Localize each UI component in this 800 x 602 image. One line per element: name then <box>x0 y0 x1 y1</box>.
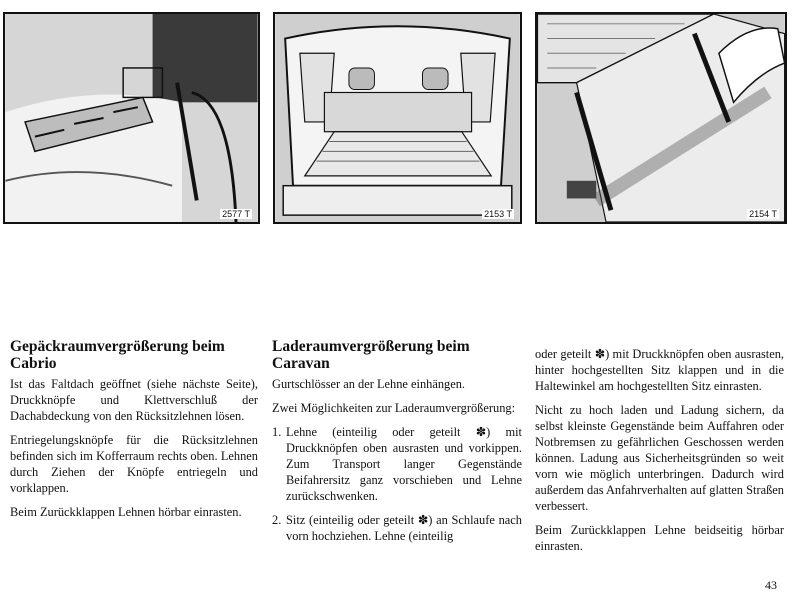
caravan-heading: Laderaumvergrößerung beim Caravan <box>272 338 470 372</box>
figure-label: 2153 T <box>484 209 512 219</box>
caravan-options-intro: Zwei Möglichkeiten zur Laderaumvergrößerung: <box>272 401 516 415</box>
figure-seat-strap <box>535 12 787 224</box>
caravan-step <box>272 424 522 504</box>
continuation-section <box>535 346 784 562</box>
step-text: Lehne (einteilig oder geteilt ✽) mit Druckknöpfen oben ausrasten und vorkippen. Zum Transport langer Gegenstände Beifahrersitz ganz vorschieben und Lehne zurückschwenken. <box>286 425 522 503</box>
figure-cabrio-trunk <box>3 12 260 224</box>
cabrio-paragraph: Entriegelungsknöpfe für die Rücksitzlehnen befinden sich im Kofferraum rechts oben. Lehnen durch Ziehen der Knöpfe entriegeln und vorklappen. <box>10 433 258 495</box>
figure-label: 2577 T <box>222 209 250 219</box>
cabrio-paragraph: Beim Zurückklappen Lehnen hörbar einrasten. <box>10 505 242 519</box>
caravan-cargo-illustration <box>275 14 520 222</box>
caravan-section <box>272 338 522 552</box>
step-number: 2. <box>272 513 282 527</box>
step-number: 1. <box>272 425 282 439</box>
caravan-intro: Gurtschlösser an der Lehne einhängen. <box>272 377 466 391</box>
continuation-paragraph: Beim Zurückklappen Lehne beidseitig hörbar einrasten. <box>535 523 784 553</box>
continuation-paragraph: Nicht zu hoch laden und Ladung sichern, da selbst kleinste Gegenstände beim Auffahren oder Notbremsen zu gefährlichen Geschossen werden können. Ladung aus Sicherheitsgründen so weit vorn wie möglich unterbringen. Dadurch wird außerdem das Anfahrverhalten auf glatten Straßen verbessert. <box>535 403 784 513</box>
figure-caravan-cargo <box>273 12 522 224</box>
cabrio-section <box>10 338 258 528</box>
figure-label: 2154 T <box>749 209 777 219</box>
seat-strap-illustration <box>537 14 785 222</box>
caravan-steps <box>272 424 522 544</box>
cabrio-paragraph: Ist das Faltdach geöffnet (siehe nächste Seite), Druckknöpfe und Klettverschluß der Dachabdeckung von den Rücksitzlehnen lösen. <box>10 377 258 423</box>
continuation-paragraph: oder geteilt ✽) mit Druckknöpfen oben ausrasten, hinter hochgestellten Sitz klappen und in die Haltewinkel am hochgestellten Sitz einrasten. <box>535 347 784 393</box>
step-text: Sitz (einteilig oder geteilt ✽) an Schlaufe nach vorn hochziehen. Lehne (einteilig <box>286 513 522 543</box>
cabrio-heading: Gepäckraumvergrößerung beim Cabrio <box>10 338 225 372</box>
page-number: 43 <box>765 578 777 592</box>
cabrio-trunk-illustration <box>5 14 258 222</box>
caravan-step <box>272 512 522 544</box>
